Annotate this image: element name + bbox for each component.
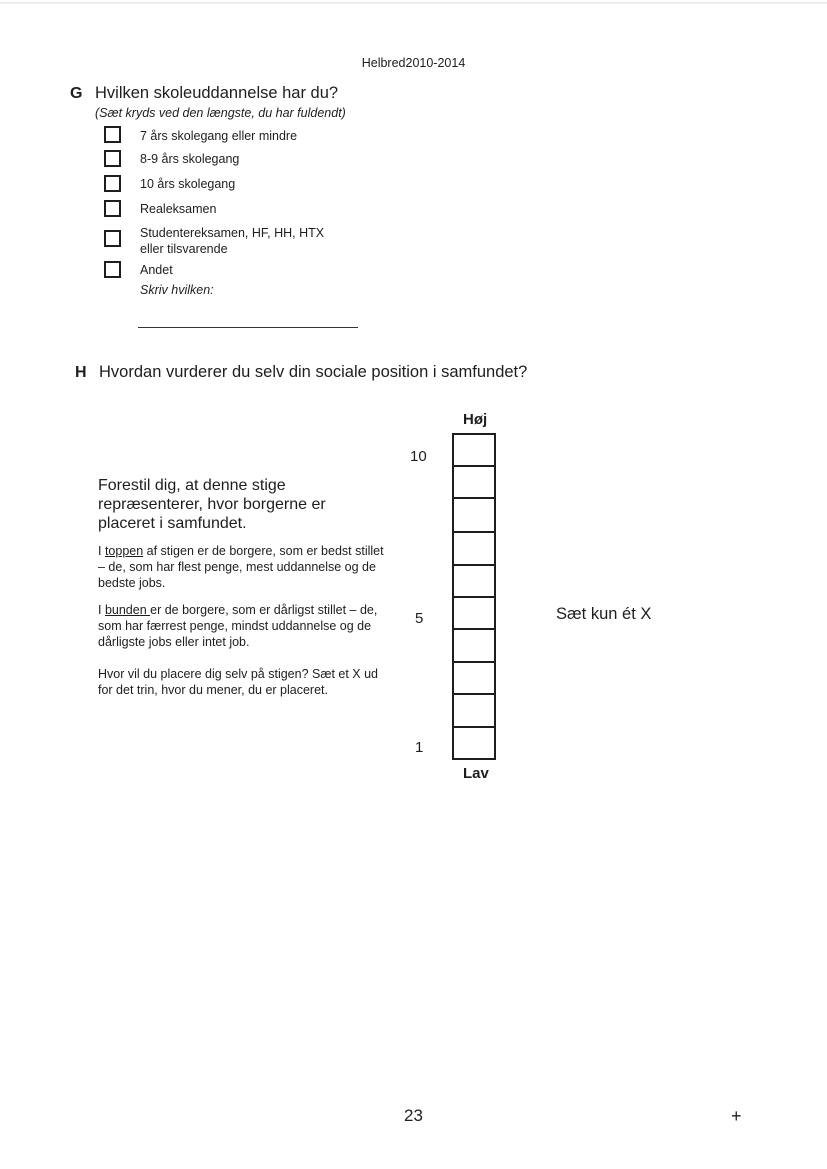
paragraph-bottom-pre: I bbox=[98, 603, 105, 617]
option-label: 7 års skolegang eller mindre bbox=[140, 129, 298, 143]
scale-mid: 5 bbox=[415, 610, 424, 627]
ladder-rung-6[interactable] bbox=[452, 564, 496, 598]
checkbox[interactable] bbox=[104, 150, 121, 167]
option-label: Studentereksamen, HF, HH, HTX bbox=[140, 226, 325, 240]
write-in-prompt: Skriv hvilken: bbox=[140, 283, 214, 297]
question-g-instruction: (Sæt kryds ved den længste, du har fuldendt) bbox=[95, 106, 346, 120]
ladder-bottom-label: Lav bbox=[463, 765, 489, 782]
ladder-rung-4[interactable] bbox=[452, 628, 496, 663]
paragraph-top-underlined: toppen bbox=[104, 544, 144, 558]
page-header: Helbred2010-2014 bbox=[361, 56, 466, 70]
page-number: 23 bbox=[404, 1106, 423, 1125]
ladder-rung-3[interactable] bbox=[452, 661, 496, 695]
question-g-text: Hvilken skoleuddannelse har du? bbox=[95, 84, 339, 102]
checkbox[interactable] bbox=[104, 261, 121, 278]
ladder-note: Sæt kun ét X bbox=[556, 605, 652, 623]
question-h-letter: H bbox=[75, 364, 87, 381]
write-in-line[interactable] bbox=[138, 327, 358, 328]
option-label: Realeksamen bbox=[140, 202, 217, 216]
registration-mark: + bbox=[731, 1106, 742, 1126]
checkbox[interactable] bbox=[104, 230, 121, 247]
question-h-text: Hvordan vurderer du selv din sociale position i samfundet? bbox=[99, 363, 528, 381]
ladder-rung-1[interactable] bbox=[452, 726, 496, 760]
paragraph-top-post: af stigen er de borgere, som er bedst stillet – de, som har flest penge, mest uddannelse og de bedste jobs. bbox=[98, 544, 384, 590]
paragraph-bottom-underlined: bunden bbox=[104, 603, 151, 617]
paragraph-top bbox=[98, 543, 388, 591]
option-label: 8-9 års skolegang bbox=[140, 152, 240, 166]
checkbox[interactable] bbox=[104, 126, 121, 143]
ladder-intro: Forestil dig, at denne stige repræsenterer, hvor borgerne er placeret i samfundet. bbox=[98, 477, 326, 532]
ladder-rung-7[interactable] bbox=[452, 531, 496, 566]
checkbox[interactable] bbox=[104, 200, 121, 217]
ladder-rung-5[interactable] bbox=[452, 596, 496, 630]
ladder-rung-2[interactable] bbox=[452, 693, 496, 728]
paragraph-bottom-post: er de borgere, som er dårligst stillet – de, som har færrest penge, mindst uddannelse og de dårligste jobs eller intet job. bbox=[98, 603, 378, 649]
paragraph-bottom bbox=[98, 602, 388, 650]
option-label: 10 års skolegang bbox=[140, 177, 236, 191]
scale-bottom: 1 bbox=[415, 739, 424, 756]
paragraph-instruction: Hvor vil du placere dig selv på stigen? Sæt et X ud for det trin, hvor du mener, du er placeret. bbox=[98, 667, 379, 697]
ladder-rung-10[interactable] bbox=[452, 433, 496, 467]
ladder-rung-8[interactable] bbox=[452, 497, 496, 533]
scale-top: 10 bbox=[410, 448, 427, 465]
question-g-letter: G bbox=[70, 85, 83, 102]
ladder-rung-9[interactable] bbox=[452, 465, 496, 499]
option-label-line2: eller tilsvarende bbox=[140, 242, 228, 256]
paragraph-top-pre: I bbox=[98, 544, 105, 558]
option-label: Andet bbox=[140, 263, 173, 277]
ladder-top-label: Høj bbox=[463, 411, 488, 428]
scan-edge-line bbox=[0, 2, 827, 4]
checkbox[interactable] bbox=[104, 175, 121, 192]
